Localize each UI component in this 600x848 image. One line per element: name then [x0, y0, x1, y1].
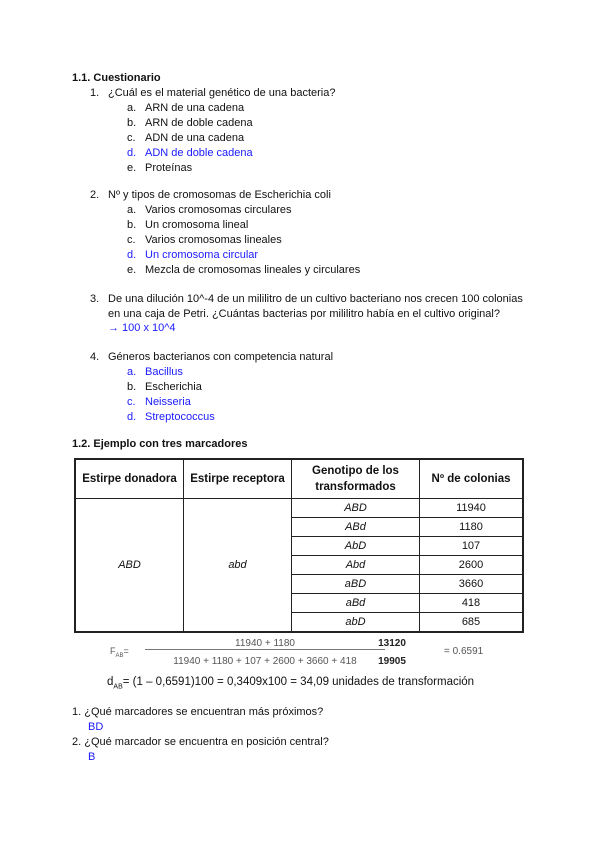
- option-letter: a.: [127, 204, 137, 216]
- option-text: Varios cromosomas circulares: [145, 204, 292, 216]
- option-text: Un cromosoma circular: [145, 249, 259, 261]
- option-letter: a.: [127, 102, 137, 114]
- colonies-cell: 107: [420, 537, 524, 556]
- formula-denominator-sum: 19905: [378, 656, 406, 667]
- option-text: ADN de doble cadena: [145, 147, 253, 159]
- option-text: ARN de una cadena: [145, 102, 245, 114]
- option-letter: d.: [127, 249, 137, 261]
- question-text: 2. ¿Qué marcador se encuentra en posición central?: [72, 736, 329, 748]
- colonies-cell: 418: [420, 594, 524, 613]
- genotype-cell: ABd: [292, 518, 420, 537]
- header-recipient: Estirpe receptora: [184, 459, 292, 499]
- section-title-ejemplo: 1.2. Ejemplo con tres marcadores: [72, 438, 248, 450]
- colonies-cell: 11940: [420, 499, 524, 518]
- option-letter: a.: [127, 366, 137, 378]
- colonies-cell: 2600: [420, 556, 524, 575]
- genotype-cell: ABD: [292, 499, 420, 518]
- option-letter: d.: [127, 411, 137, 423]
- option-text: Un cromosoma lineal: [145, 219, 249, 231]
- question-number: 3.: [90, 293, 100, 305]
- question-text: 1. ¿Qué marcadores se encuentran más próximos?: [72, 706, 324, 718]
- option-text: ADN de una cadena: [145, 132, 245, 144]
- genotype-cell: AbD: [292, 537, 420, 556]
- answer-text: B: [88, 751, 96, 763]
- option-text: Escherichia: [145, 381, 202, 393]
- donor-cell: ABD: [75, 499, 184, 633]
- header-donor: Estirpe donadora: [75, 459, 184, 499]
- option-text: Bacillus: [145, 366, 183, 378]
- question-text: Nº y tipos de cromosomas de Escherichia coli: [108, 189, 331, 201]
- formula-denominator: 11940 + 1180 + 107 + 2600 + 3660 + 418: [173, 656, 357, 667]
- option-letter: c.: [127, 132, 136, 144]
- question-text: ¿Cuál es el material genético de una bacteria?: [108, 87, 336, 99]
- option-letter: e.: [127, 264, 137, 276]
- colonies-cell: 3660: [420, 575, 524, 594]
- formula-lhs: $F_{AB}=$: [110, 646, 129, 659]
- option-letter: e.: [127, 162, 137, 174]
- option-letter: b.: [127, 117, 137, 129]
- recipient-cell: abd: [184, 499, 292, 633]
- distance-formula: $d_{AB}= (1 - 0,6591)100 = 0,3409x100 = 34,09$ unidades de transformación: [107, 676, 475, 691]
- option-text: ARN de doble cadena: [145, 117, 253, 129]
- question-number: 2.: [90, 189, 100, 201]
- genotype-cell: aBd: [292, 594, 420, 613]
- option-letter: b.: [127, 381, 137, 393]
- option-text: Neisseria: [145, 396, 191, 408]
- formula-result: = 0.6591: [444, 646, 484, 657]
- header-colonies: Nº de colonias: [420, 459, 524, 499]
- question-number: 4.: [90, 351, 100, 363]
- formula-numerator: 11940 + 1180: [145, 638, 385, 650]
- option-text: Proteínas: [145, 162, 193, 174]
- question-text: Géneros bacterianos con competencia natural: [108, 351, 334, 363]
- section-title-cuestionario: 1.1. Cuestionario: [72, 72, 161, 84]
- answer-text: BD: [88, 721, 104, 733]
- colonies-cell: 685: [420, 613, 524, 633]
- answer-text: → 100 x 10^4: [108, 322, 176, 334]
- question-text-cont: en una caja de Petri. ¿Cuántas bacterias por mililitro había en el cultivo original?: [108, 308, 500, 320]
- option-text: Mezcla de cromosomas lineales y circulares: [145, 264, 361, 276]
- option-text: Varios cromosomas lineales: [145, 234, 282, 246]
- option-letter: c.: [127, 234, 136, 246]
- question-text: De una dilución 10^-4 de un mililitro de un cultivo bacteriano nos crecen 100 colonias: [108, 293, 523, 305]
- header-genotype: Genotipo de los transformados: [292, 459, 420, 499]
- option-letter: b.: [127, 219, 137, 231]
- colonies-cell: 1180: [420, 518, 524, 537]
- genotype-cell: aBD: [292, 575, 420, 594]
- question-number: 1.: [90, 87, 100, 99]
- option-letter: d.: [127, 147, 137, 159]
- genotype-cell: Abd: [292, 556, 420, 575]
- option-letter: c.: [127, 396, 136, 408]
- formula-numerator-sum: 13120: [378, 638, 406, 649]
- option-text: Streptococcus: [145, 411, 215, 423]
- genotype-cell: abD: [292, 613, 420, 633]
- transformation-table: [74, 458, 524, 633]
- table-row: [75, 499, 523, 518]
